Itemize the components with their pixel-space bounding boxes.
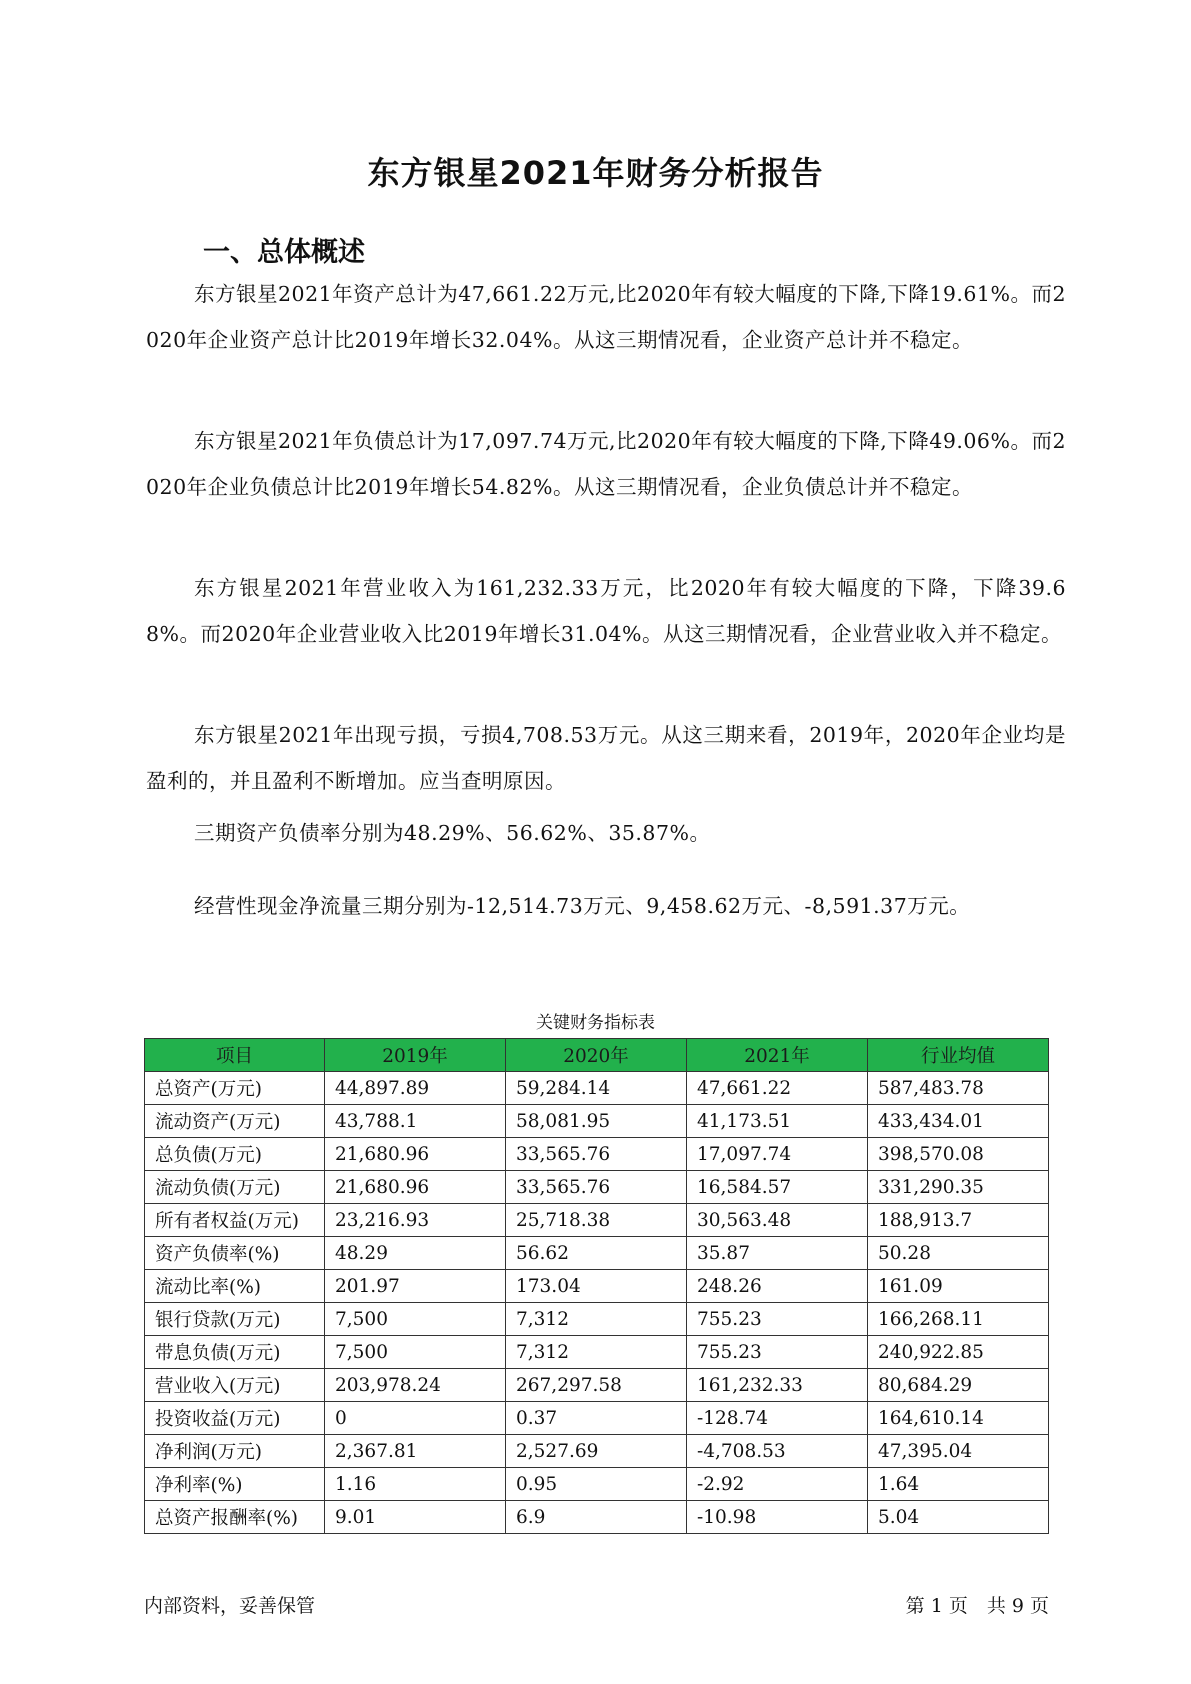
paragraph-revenue: 东方银星2021年营业收入为161,232.33万元，比2020年有较大幅度的下降，下降39.68%。而2020年企业营业收入比2019年增长31.04%。从这三期情况看，企业营业收入并不稳定。 xyxy=(146,576,1066,646)
section-heading: 一、总体概述 xyxy=(203,237,365,268)
value-cell: 41,173.51 xyxy=(687,1105,868,1138)
value-cell: 47,661.22 xyxy=(687,1072,868,1105)
column-header-2020: 2020年 xyxy=(506,1039,687,1072)
value-cell: 188,913.7 xyxy=(868,1204,1049,1237)
column-header-industry-average: 行业均值 xyxy=(868,1039,1049,1072)
table-row xyxy=(145,1501,1049,1534)
value-cell: 267,297.58 xyxy=(506,1369,687,1402)
table-row xyxy=(145,1435,1049,1468)
table-caption: 关键财务指标表 xyxy=(536,1013,655,1033)
value-cell: 1.64 xyxy=(868,1468,1049,1501)
row-label-cell: 总资产(万元) xyxy=(145,1072,325,1105)
table-row xyxy=(145,1237,1049,1270)
value-cell: 161,232.33 xyxy=(687,1369,868,1402)
value-cell: 16,584.57 xyxy=(687,1171,868,1204)
value-cell: 80,684.29 xyxy=(868,1369,1049,1402)
row-label-cell: 总负债(万元) xyxy=(145,1138,325,1171)
value-cell: -10.98 xyxy=(687,1501,868,1534)
column-header-item: 项目 xyxy=(145,1039,325,1072)
value-cell: -4,708.53 xyxy=(687,1435,868,1468)
value-cell: 240,922.85 xyxy=(868,1336,1049,1369)
value-cell: 398,570.08 xyxy=(868,1138,1049,1171)
paragraph-loss: 东方银星2021年出现亏损，亏损4,708.53万元。从这三期来看，2019年，2020年企业均是盈利的，并且盈利不断增加。应当查明原因。 xyxy=(146,723,1066,793)
value-cell: 2,527.69 xyxy=(506,1435,687,1468)
value-cell: 47,395.04 xyxy=(868,1435,1049,1468)
value-cell: 331,290.35 xyxy=(868,1171,1049,1204)
value-cell: 7,312 xyxy=(506,1303,687,1336)
value-cell: 433,434.01 xyxy=(868,1105,1049,1138)
column-header-2021: 2021年 xyxy=(687,1039,868,1072)
value-cell: 2,367.81 xyxy=(325,1435,506,1468)
value-cell: 33,565.76 xyxy=(506,1138,687,1171)
row-label-cell: 流动负债(万元) xyxy=(145,1171,325,1204)
value-cell: 33,565.76 xyxy=(506,1171,687,1204)
row-label-cell: 营业收入(万元) xyxy=(145,1369,325,1402)
value-cell: 1.16 xyxy=(325,1468,506,1501)
row-label-cell: 净利润(万元) xyxy=(145,1435,325,1468)
value-cell: 587,483.78 xyxy=(868,1072,1049,1105)
value-cell: 0 xyxy=(325,1402,506,1435)
value-cell: 5.04 xyxy=(868,1501,1049,1534)
table-row xyxy=(145,1402,1049,1435)
value-cell: 9.01 xyxy=(325,1501,506,1534)
table-row xyxy=(145,1204,1049,1237)
row-label-cell: 总资产报酬率(%) xyxy=(145,1501,325,1534)
table-row xyxy=(145,1138,1049,1171)
value-cell: 7,500 xyxy=(325,1303,506,1336)
value-cell: 59,284.14 xyxy=(506,1072,687,1105)
value-cell: 25,718.38 xyxy=(506,1204,687,1237)
row-label-cell: 净利率(%) xyxy=(145,1468,325,1501)
value-cell: 248.26 xyxy=(687,1270,868,1303)
value-cell: 173.04 xyxy=(506,1270,687,1303)
value-cell: 161.09 xyxy=(868,1270,1049,1303)
value-cell: 0.37 xyxy=(506,1402,687,1435)
paragraph-assets: 东方银星2021年资产总计为47,661.22万元,比2020年有较大幅度的下降,下降19.61%。而2020年企业资产总计比2019年增长32.04%。从这三期情况看，企业资产总计并不稳定。 xyxy=(146,282,1066,352)
value-cell: 17,097.74 xyxy=(687,1138,868,1171)
table-row xyxy=(145,1336,1049,1369)
paragraph-cash-flow: 经营性现金净流量三期分别为-12,514.73万元、9,458.62万元、-8,591.37万元。 xyxy=(194,894,971,918)
value-cell: 48.29 xyxy=(325,1237,506,1270)
table-row xyxy=(145,1105,1049,1138)
value-cell: 755.23 xyxy=(687,1336,868,1369)
table-header-row xyxy=(145,1039,1049,1072)
value-cell: 23,216.93 xyxy=(325,1204,506,1237)
value-cell: 164,610.14 xyxy=(868,1402,1049,1435)
value-cell: 43,788.1 xyxy=(325,1105,506,1138)
value-cell: 755.23 xyxy=(687,1303,868,1336)
page-title: 东方银星2021年财务分析报告 xyxy=(367,154,824,192)
value-cell: 203,978.24 xyxy=(325,1369,506,1402)
row-label-cell: 投资收益(万元) xyxy=(145,1402,325,1435)
footer-page-number: 第 1 页 共 9 页 xyxy=(905,1595,1049,1617)
value-cell: 56.62 xyxy=(506,1237,687,1270)
column-header-2019: 2019年 xyxy=(325,1039,506,1072)
row-label-cell: 流动资产(万元) xyxy=(145,1105,325,1138)
value-cell: -2.92 xyxy=(687,1468,868,1501)
paragraph-debt-ratio: 三期资产负债率分别为48.29%、56.62%、35.87%。 xyxy=(194,821,711,845)
value-cell: 58,081.95 xyxy=(506,1105,687,1138)
table-row xyxy=(145,1270,1049,1303)
value-cell: -128.74 xyxy=(687,1402,868,1435)
table-row xyxy=(145,1072,1049,1105)
row-label-cell: 所有者权益(万元) xyxy=(145,1204,325,1237)
table-row xyxy=(145,1468,1049,1501)
row-label-cell: 流动比率(%) xyxy=(145,1270,325,1303)
table-row xyxy=(145,1171,1049,1204)
value-cell: 50.28 xyxy=(868,1237,1049,1270)
value-cell: 21,680.96 xyxy=(325,1138,506,1171)
row-label-cell: 银行贷款(万元) xyxy=(145,1303,325,1336)
value-cell: 21,680.96 xyxy=(325,1171,506,1204)
paragraph-liabilities: 东方银星2021年负债总计为17,097.74万元,比2020年有较大幅度的下降,下降49.06%。而2020年企业负债总计比2019年增长54.82%。从这三期情况看，企业负债总计并不稳定。 xyxy=(146,429,1066,499)
table-row xyxy=(145,1303,1049,1336)
footer-confidential-note: 内部资料，妥善保管 xyxy=(144,1595,316,1617)
row-label-cell: 资产负债率(%) xyxy=(145,1237,325,1270)
value-cell: 35.87 xyxy=(687,1237,868,1270)
key-financial-indicators-table xyxy=(144,1038,1049,1534)
value-cell: 166,268.11 xyxy=(868,1303,1049,1336)
value-cell: 7,500 xyxy=(325,1336,506,1369)
row-label-cell: 带息负债(万元) xyxy=(145,1336,325,1369)
value-cell: 201.97 xyxy=(325,1270,506,1303)
value-cell: 6.9 xyxy=(506,1501,687,1534)
value-cell: 44,897.89 xyxy=(325,1072,506,1105)
value-cell: 7,312 xyxy=(506,1336,687,1369)
value-cell: 30,563.48 xyxy=(687,1204,868,1237)
value-cell: 0.95 xyxy=(506,1468,687,1501)
table-row xyxy=(145,1369,1049,1402)
